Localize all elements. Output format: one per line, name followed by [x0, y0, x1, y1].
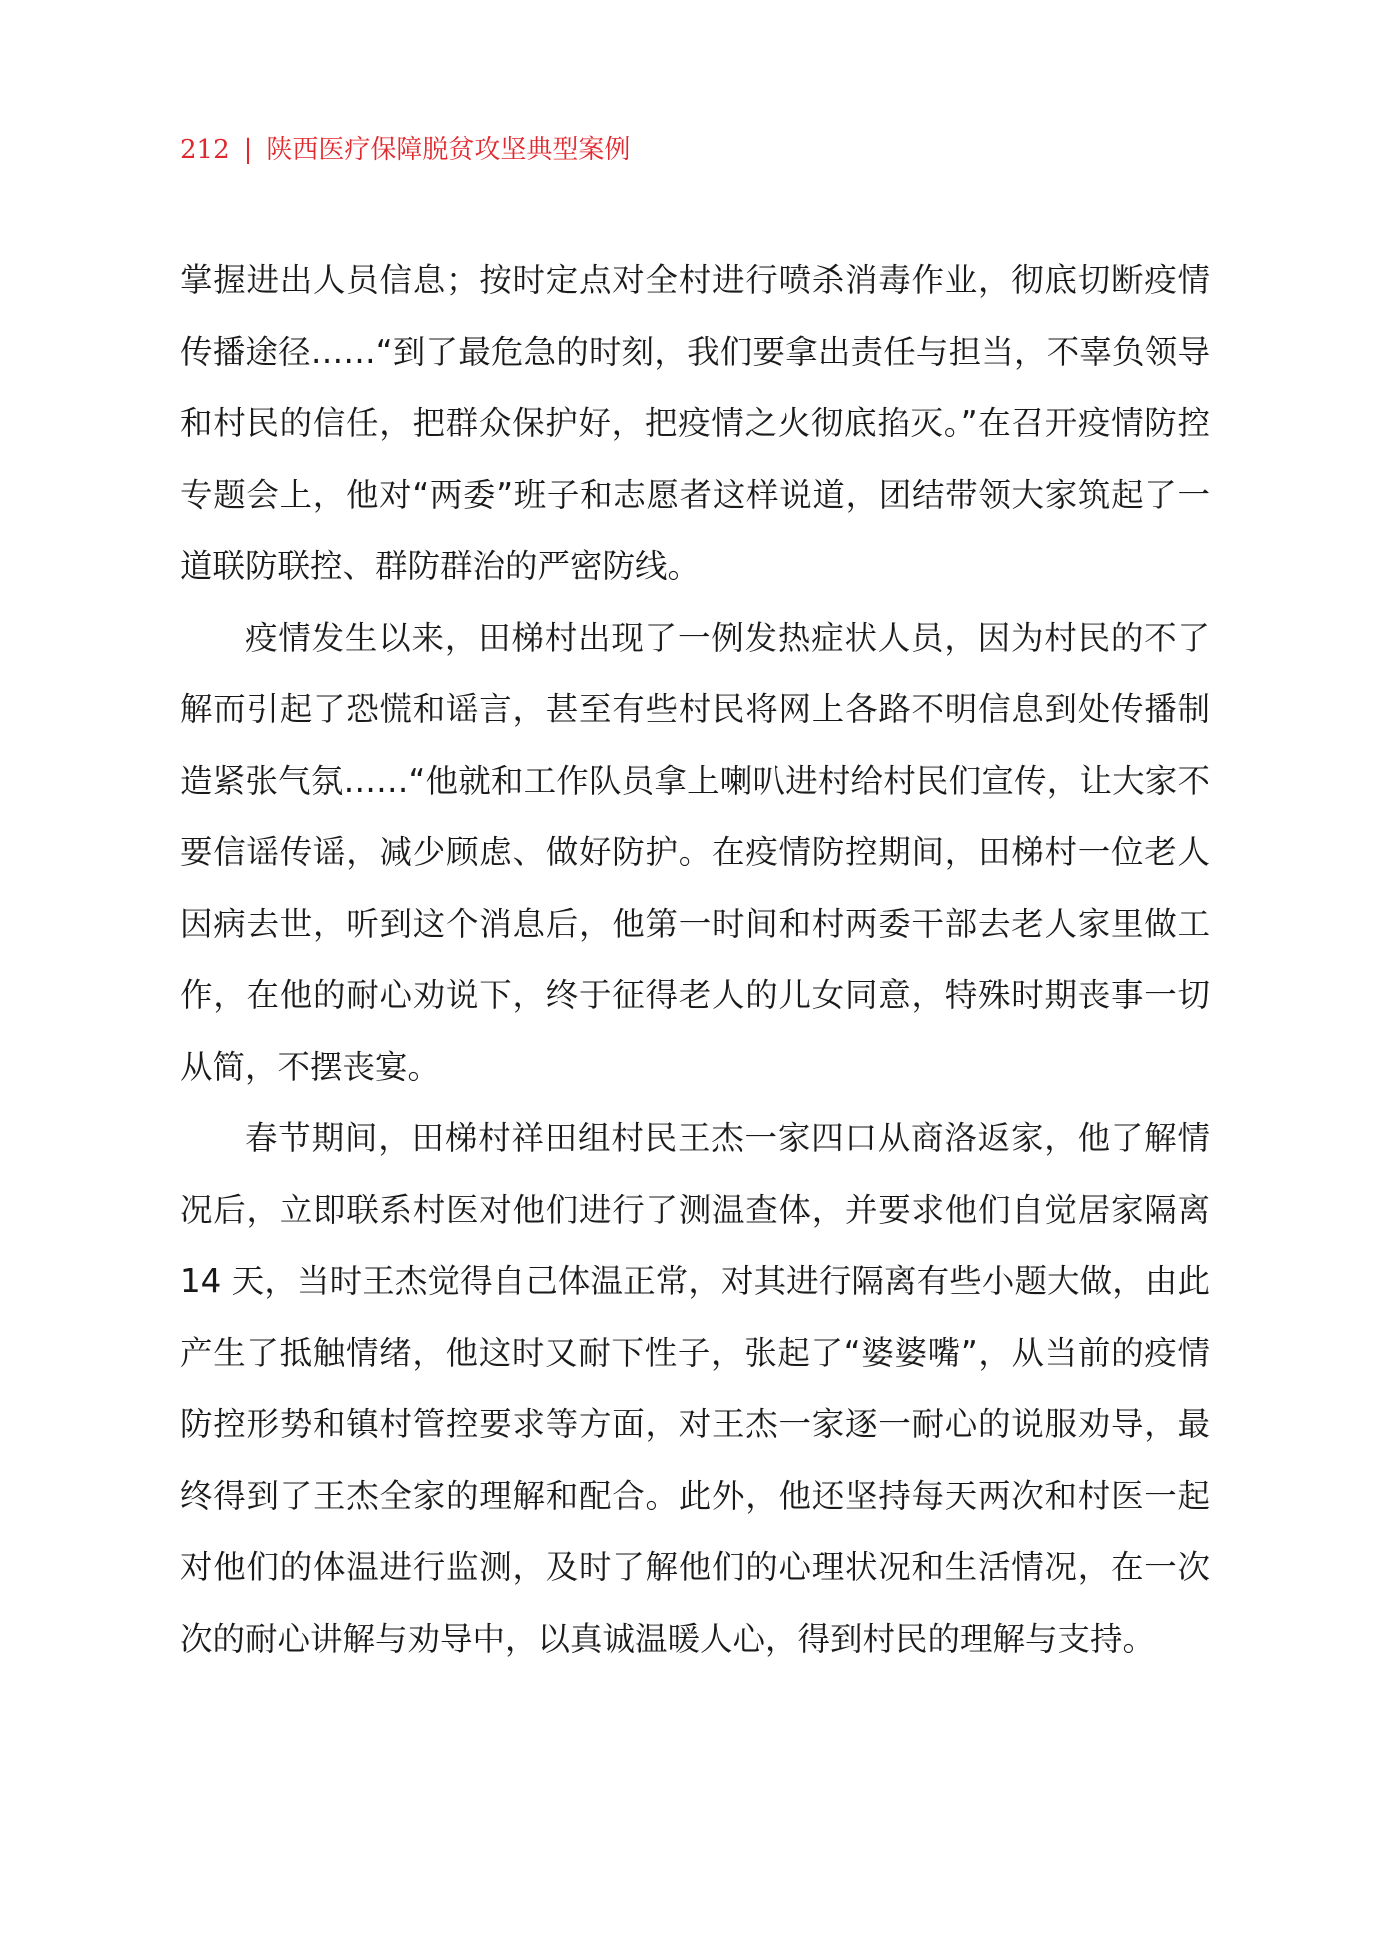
book-title: 陕西医疗保障脱贫攻坚典型案例 [266, 135, 631, 165]
header-separator: | [243, 135, 253, 165]
paragraph-2: 疫情发生以来，田梯村出现了一例发热症状人员，因为村民的不了解而引起了恐慌和谣言，甚至有些村民将网上各路不明信息到处传播制造紧张气氛……“他就和工作队员拿上喇叭进村给村民们宣传，让大家不要信谣传谣，减少顾虑、做好防护。在疫情防控期间，田梯村一位老人因病去世，听到这个消息后，他第一时间和村两委干部去老人家里做工作，在他的耐心劝说下，终于征得老人的儿女同意，特殊时期丧事一切从简，不摆丧宴。 [180, 618, 1210, 1086]
paragraph-1: 掌握进出人员信息；按时定点对全村进行喷杀消毒作业，彻底切断疫情传播途径……“到了最危急的时刻，我们要拿出责任与担当，不辜负领导和村民的信任，把群众保护好，把疫情之火彻底掐灭。”在召开疫情防控专题会上，他对“两委”班子和志愿者这样说道，团结带领大家筑起了一道联防联控、群防群治的严密防线。 [180, 261, 1210, 585]
running-header [180, 130, 630, 170]
paragraph-3: 春节期间，田梯村祥田组村民王杰一家四口从商洛返家，他了解情况后，立即联系村医对他们进行了测温查体，并要求他们自觉居家隔离 14 天，当时王杰觉得自己体温正常，对其进行隔离有些小题大做，由此产生了抵触情绪，他这时又耐下性子，张起了“婆婆嘴”，从当前的疫情防控形势和镇村管控要求等方面，对王杰一家逐一耐心的说服劝导，最终得到了王杰全家的理解和配合。此外，他还坚持每天两次和村医一起对他们的体温进行监测，及时了解他们的心理状况和生活情况，在一次次的耐心讲解与劝导中，以真诚温暖人心，得到村民的理解与支持。 [180, 1119, 1210, 1658]
body-text [180, 245, 1210, 1675]
page-number: 212 [180, 135, 230, 165]
